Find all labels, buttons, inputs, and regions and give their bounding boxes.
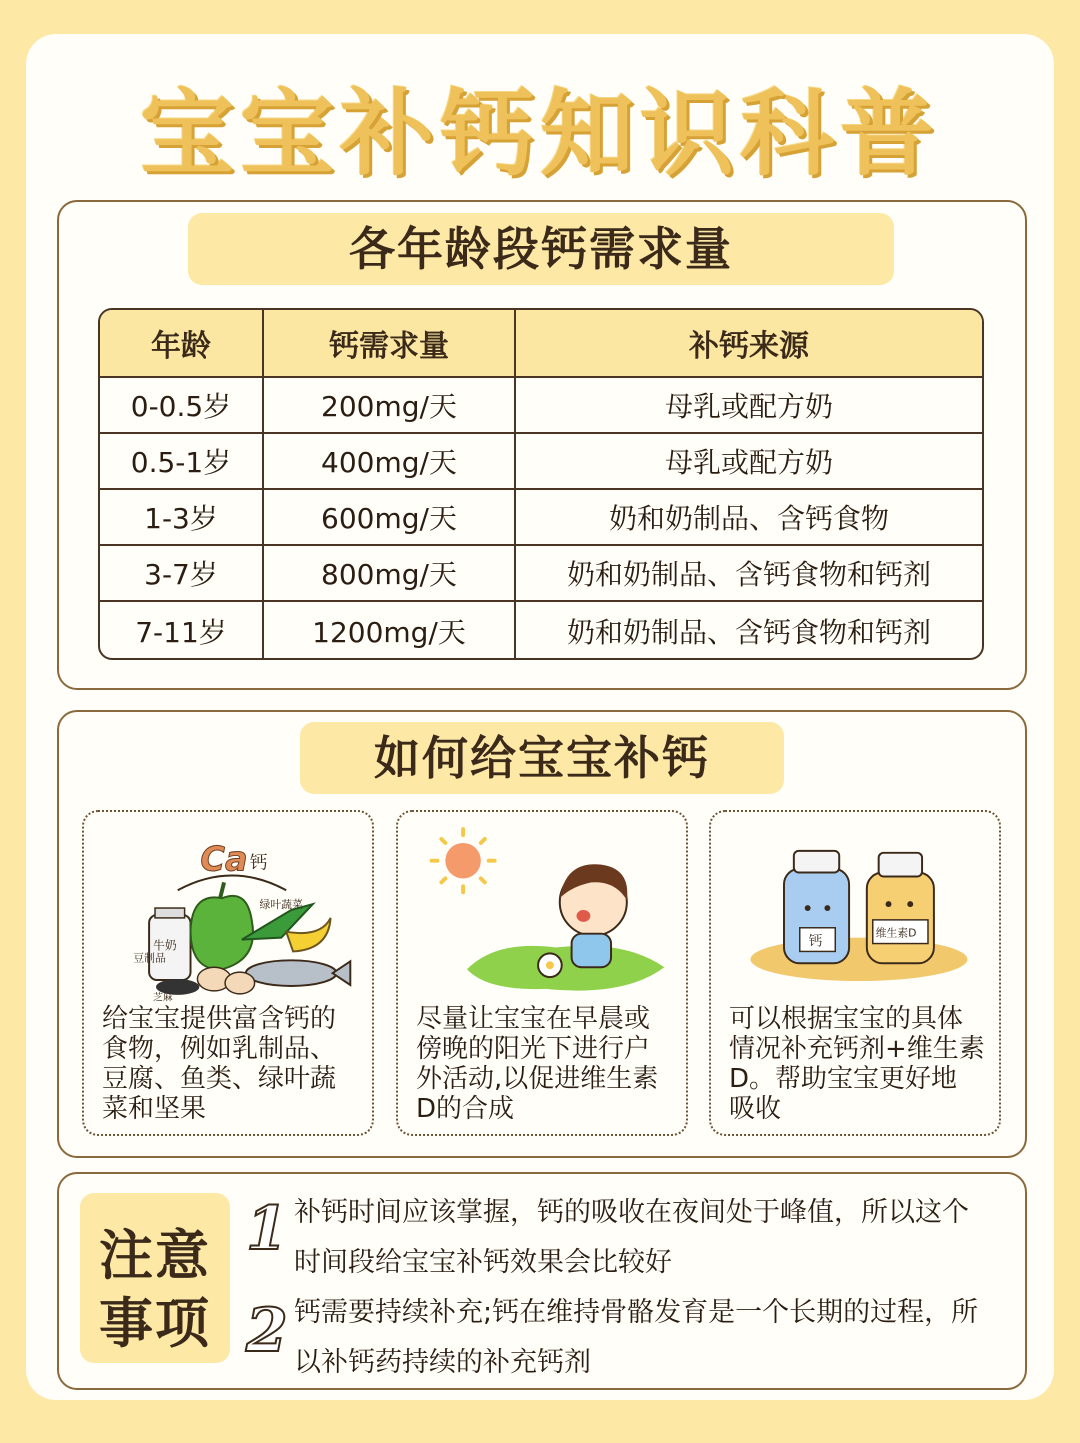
table-row <box>100 546 982 600</box>
header-source: 补钙来源 <box>689 329 809 364</box>
notes-label <box>80 1193 230 1363</box>
green-pepper <box>191 896 254 969</box>
note-line: 钙需要持续补充;钙在维持骨骼发育是一个长期的过程，所 <box>294 1297 979 1328</box>
table-row <box>100 602 982 660</box>
requirement-cell: 800mg/天 <box>264 546 516 600</box>
section-heading-requirements: 各年龄段钙需求量 <box>188 213 894 285</box>
tip-line: 情况补充钙剂+维生素 <box>729 1034 985 1064</box>
tip-line: 菜和坚果 <box>102 1094 207 1124</box>
sun-icon <box>445 843 481 879</box>
outdoor-play-illustration <box>398 820 686 1002</box>
notes-label-line2: 事项 <box>99 1292 211 1355</box>
age-cell: 0-0.5岁 <box>100 378 264 432</box>
milk-label: 牛奶 <box>153 938 177 953</box>
vitamin-d-bottle <box>867 873 934 964</box>
tip-line: 外活动,以促进维生素 <box>416 1064 659 1094</box>
requirement-cell: 600mg/天 <box>264 490 516 544</box>
tip-line: 给宝宝提供富含钙的 <box>102 1004 337 1034</box>
tip-line: 可以根据宝宝的具体 <box>729 1004 964 1034</box>
source-cell: 母乳或配方奶 <box>664 446 833 479</box>
calcium-foods-illustration <box>84 820 372 1002</box>
age-cell: 3-7岁 <box>100 546 264 600</box>
age-cell: 0.5-1岁 <box>100 434 264 488</box>
bottle-calcium-label: 钙 <box>808 933 823 950</box>
fish <box>246 960 337 986</box>
tip-line: D。帮助宝宝更好地 <box>729 1064 958 1094</box>
age-cell: 7-11岁 <box>100 602 264 660</box>
tip-text <box>102 1004 364 1124</box>
soy-label: 豆制品 <box>133 951 166 965</box>
supplement-bottles-illustration <box>711 820 999 1002</box>
section-heading-how-to: 如何给宝宝补钙 <box>300 722 784 794</box>
tip-line: 吸收 <box>729 1094 782 1124</box>
requirement-cell: 200mg/天 <box>264 378 516 432</box>
note-line: 补钙时间应该掌握，钙的吸收在夜间处于峰值，所以这个 <box>294 1197 969 1228</box>
ca-label: Ca <box>200 839 248 879</box>
page-title: 宝宝补钙知识科普 <box>139 80 940 189</box>
source-cell: 奶和奶制品、含钙食物和钙剂 <box>566 558 931 591</box>
table-row <box>100 434 982 488</box>
note-line: 时间段给宝宝补钙效果会比较好 <box>294 1247 672 1278</box>
tip-card-food <box>82 810 374 1136</box>
source-cell: 母乳或配方奶 <box>664 390 833 423</box>
sesame-label: 芝麻 <box>153 992 173 1002</box>
requirement-cell: 400mg/天 <box>264 434 516 488</box>
source-cell: 奶和奶制品、含钙食物和钙剂 <box>566 616 931 649</box>
calcium-table <box>98 308 984 660</box>
table-row <box>100 490 982 544</box>
header-age: 年龄 <box>100 310 264 376</box>
table-header-row <box>100 310 982 376</box>
grass <box>467 946 664 991</box>
tip-card-sunshine <box>396 810 688 1136</box>
requirement-cell: 1200mg/天 <box>264 602 516 660</box>
tip-line: 傍晚的阳光下进行户 <box>416 1034 651 1064</box>
note-number: 2 <box>246 1296 288 1366</box>
age-cell: 1-3岁 <box>100 490 264 544</box>
tip-card-supplements <box>709 810 1001 1136</box>
greens-label: 绿叶蔬菜 <box>259 898 303 912</box>
tip-line: D的合成 <box>416 1094 515 1124</box>
note-number: 1 <box>246 1194 288 1264</box>
child-body <box>572 934 611 968</box>
bottle-vitamin-label: 维生素D <box>875 926 917 940</box>
tip-line: 尽量让宝宝在早晨或 <box>416 1004 651 1034</box>
header-requirement: 钙需求量 <box>264 310 516 376</box>
tip-line: 食物，例如乳制品、 <box>102 1034 337 1064</box>
tip-text <box>416 1004 678 1124</box>
table-row <box>100 378 982 432</box>
source-cell: 奶和奶制品、含钙食物 <box>608 502 889 535</box>
tip-line: 豆腐、鱼类、绿叶蔬 <box>102 1064 337 1094</box>
notes-label-line1: 注意 <box>99 1224 211 1287</box>
note-line: 以补钙药持续的补充钙剂 <box>294 1347 591 1378</box>
tip-text <box>729 1004 991 1124</box>
calcium-label: 钙 <box>249 853 268 874</box>
